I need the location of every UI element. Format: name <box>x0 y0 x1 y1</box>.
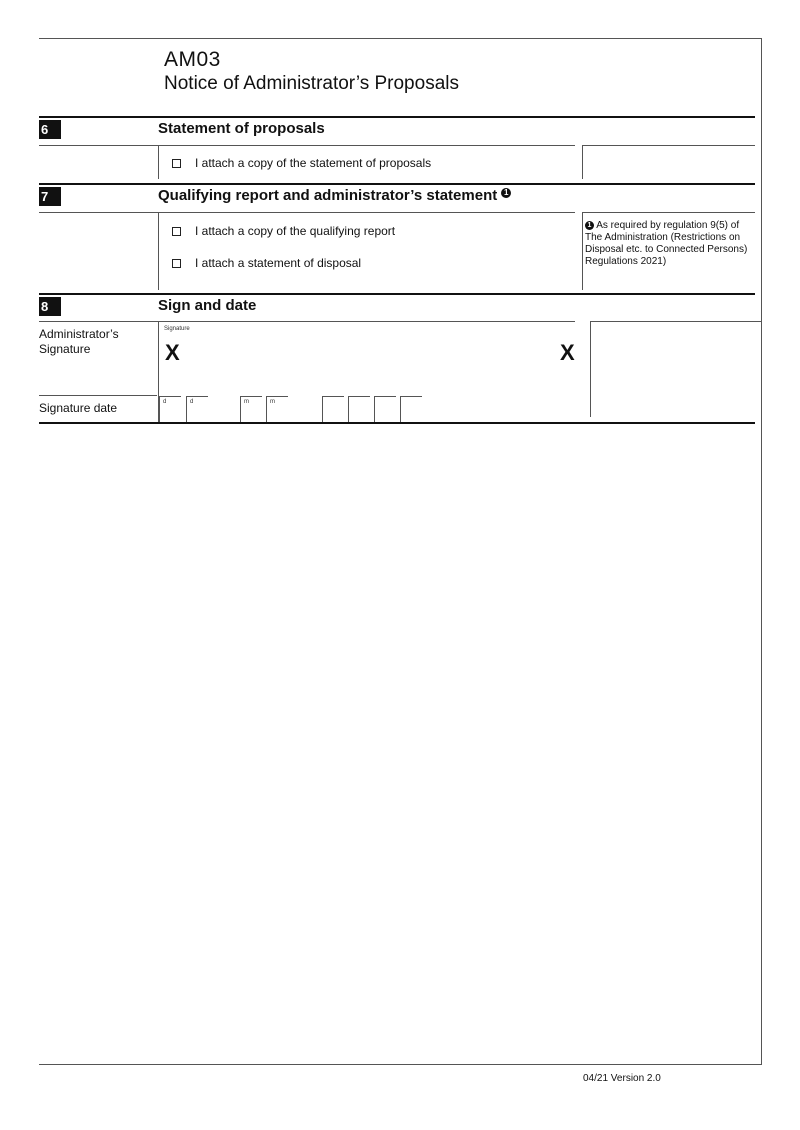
statement-of-disposal-option[interactable] <box>172 256 361 270</box>
section-6-content-left <box>158 145 159 179</box>
section-6-rule <box>39 116 755 118</box>
bottom-rule <box>39 1064 761 1065</box>
regulation-note <box>585 220 757 268</box>
section-8-title: Sign and date <box>158 297 257 314</box>
section-7-content-top <box>39 212 575 213</box>
section-8-bottom-rule <box>39 422 755 424</box>
section-8-note-top <box>590 321 761 322</box>
qualifying-report-label: I attach a copy of the qualifying report <box>195 224 396 238</box>
date-month-1-hint: m <box>244 399 249 405</box>
version-footer: 04/21 Version 2.0 <box>583 1073 661 1084</box>
date-month-2[interactable] <box>266 396 288 422</box>
statement-of-disposal-checkbox[interactable] <box>172 259 181 268</box>
section-6-note-top <box>582 145 755 146</box>
date-month-1[interactable] <box>240 396 262 422</box>
section-7-note-top <box>582 212 755 213</box>
section-7-content-left <box>158 212 159 290</box>
signature-date-divider <box>39 395 157 396</box>
top-rule <box>39 38 761 39</box>
date-day-2[interactable] <box>186 396 208 422</box>
date-year-2[interactable] <box>348 396 370 422</box>
section-8-note-left <box>590 321 591 417</box>
section-7-number: 7 <box>39 187 61 206</box>
date-year-1[interactable] <box>322 396 344 422</box>
regulation-note-text: As required by regulation 9(5) of The Administration (Restrictions on Disposal etc. to Connected Persons) Regulations 2021) <box>585 220 748 267</box>
form-code: AM03 <box>164 48 221 71</box>
date-day-2-hint: d <box>190 399 194 405</box>
date-month-2-hint: m <box>270 399 275 405</box>
signature-caption: Signature <box>164 326 190 332</box>
section-6-note-left <box>582 145 583 179</box>
section-7-rule <box>39 183 755 185</box>
qualifying-report-checkbox[interactable] <box>172 227 181 236</box>
section-6-content-top <box>39 145 575 146</box>
section-7-title <box>158 187 511 204</box>
statement-of-disposal-label: I attach a statement of disposal <box>195 256 362 270</box>
qualifying-report-option[interactable] <box>172 224 395 238</box>
administrator-signature-label: Administrator’s Signature <box>39 327 119 356</box>
date-day-1-top <box>159 396 181 397</box>
section-8-rule <box>39 293 755 295</box>
signature-field[interactable] <box>159 325 579 393</box>
form-title: Notice of Administrator’s Proposals <box>164 73 459 94</box>
signature-start-x-icon: X <box>165 340 180 365</box>
section-8-number: 8 <box>39 297 61 316</box>
statement-of-proposals-label: I attach a copy of the statement of proposals <box>195 156 432 170</box>
info-marker-icon: 1 <box>501 188 511 198</box>
section-7-note-left <box>582 212 583 290</box>
date-year-4[interactable] <box>400 396 422 422</box>
section-8-content-top <box>39 321 575 322</box>
statement-of-proposals-checkbox[interactable] <box>172 159 181 168</box>
section-6-number: 6 <box>39 120 61 139</box>
date-day-1[interactable] <box>159 396 181 422</box>
section-7-title-text: Qualifying report and administrator’s statement <box>158 187 498 204</box>
signature-date-label: Signature date <box>39 401 118 415</box>
date-day-1-hint: d <box>163 399 167 405</box>
info-marker-icon: 1 <box>585 221 594 230</box>
date-year-3[interactable] <box>374 396 396 422</box>
section-6-title: Statement of proposals <box>158 120 325 137</box>
signature-end-x-icon: X <box>560 340 575 365</box>
statement-of-proposals-option[interactable] <box>172 156 431 170</box>
right-rule <box>761 38 762 1065</box>
